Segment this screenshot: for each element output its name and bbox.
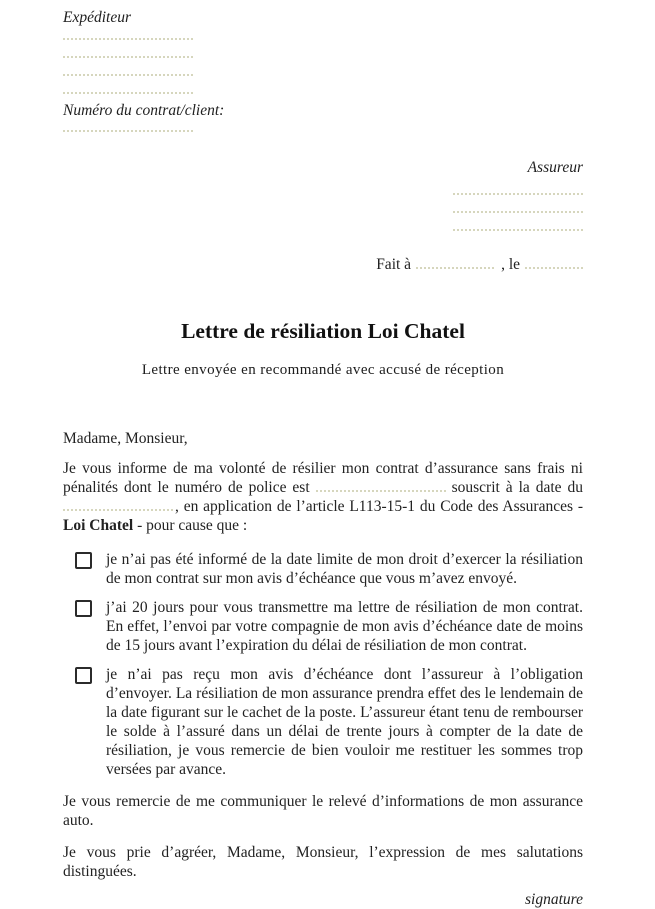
closing-paragraph-1: Je vous remercie de me communiquer le relevé d’informations de mon assurance auto. — [63, 793, 583, 829]
letter-title: Lettre de résiliation Loi Chatel — [181, 319, 465, 343]
sender-blank-lines — [63, 38, 583, 94]
letter-subtitle: Lettre envoyée en recommandé avec accusé de réception — [141, 362, 505, 378]
reasons-list — [63, 550, 583, 779]
sender-label: Expéditeur — [63, 9, 132, 26]
date-label: , le — [501, 256, 520, 273]
reason-text: je n’ai pas reçu mon avis d’échéance dont l’assureur à l’obligation d’envoyer. La résiliation de mon assurance prendra effet des le lendemain de la date figurant sur le cachet de la poste. L’assureur étant tenu de rembourser le solde à l’assuré dans un délai de trente jours à compter de la date de résiliation, je vous remercie de bien vouloir me restituer les sommes trop versées par avance. — [106, 666, 583, 778]
intro-text-2: souscrit à la date du — [451, 479, 584, 496]
sender-block — [63, 8, 583, 132]
reason-item — [63, 665, 583, 779]
reason-text: je n’ai pas été informé de la date limite de mon droit d’exercer la résiliation de mon contrat sur mon avis d’échéance que vous m’avez envoyé. — [106, 551, 583, 587]
place-label: Fait à — [376, 256, 412, 273]
reason-item — [63, 598, 583, 655]
place-date-line — [63, 255, 583, 274]
insurer-blank-line — [453, 229, 583, 231]
reason-item — [63, 550, 583, 588]
date-blank-line — [525, 257, 583, 269]
sender-blank-line — [63, 92, 193, 94]
insurer-label: Assureur — [527, 159, 583, 176]
insurer-blank-line — [453, 193, 583, 195]
intro-text-3: , en application de l’article L113-15-1 du Code des Assurances - — [175, 498, 583, 515]
signature-label: signature — [525, 891, 583, 908]
intro-text-1: Je vous informe de ma volonté de résilier mon contrat d’assurance sans frais ni pénalités dont le numéro de police est — [63, 460, 583, 496]
salutation: Madame, Monsieur, — [63, 430, 188, 447]
policy-number-blank — [316, 480, 446, 492]
contract-number-label: Numéro du contrat/client: — [63, 102, 225, 119]
contract-number-blank-line — [63, 130, 193, 132]
intro-text-4: - pour cause que : — [137, 517, 248, 534]
reason-checkbox[interactable] — [75, 600, 92, 617]
reason-checkbox[interactable] — [75, 552, 92, 569]
intro-paragraph — [63, 459, 583, 535]
sender-blank-line — [63, 38, 193, 40]
insurer-block — [63, 158, 583, 231]
sender-blank-line — [63, 74, 193, 76]
reason-checkbox[interactable] — [75, 667, 92, 684]
sender-blank-line — [63, 56, 193, 58]
loi-chatel-emphasis: Loi Chatel — [63, 517, 134, 534]
place-blank-line — [416, 257, 496, 269]
closing-paragraph-2: Je vous prie d’agréer, Madame, Monsieur, l’expression de mes salutations distinguées. — [63, 844, 583, 880]
insurer-blank-line — [453, 211, 583, 213]
reason-text: j’ai 20 jours pour vous transmettre ma lettre de résiliation de mon contrat. En effet, l’envoi par votre compagnie de mon avis d’échéance date de moins de 15 jours avant l’expiration du délai de résiliation de mon contrat. — [106, 599, 583, 654]
subscription-date-blank — [63, 499, 175, 511]
